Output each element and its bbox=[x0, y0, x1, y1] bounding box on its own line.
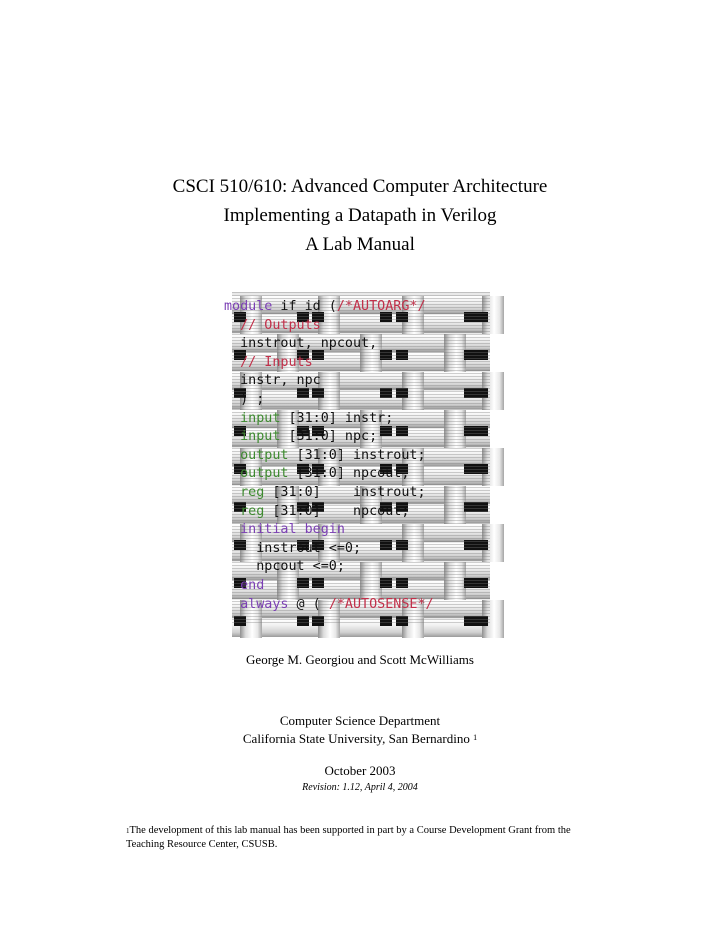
code-line bbox=[224, 503, 482, 522]
revision: Revision: 1.12, April 4, 2004 bbox=[302, 782, 418, 793]
code-token: // Inputs bbox=[240, 354, 313, 370]
code-token: output bbox=[240, 447, 289, 463]
code-token: instrout, npcout, bbox=[224, 336, 378, 352]
code-token: instrout <=0; bbox=[224, 540, 362, 556]
code-token bbox=[224, 597, 240, 612]
weave-gap bbox=[476, 616, 488, 626]
code-line bbox=[224, 298, 482, 317]
title-block bbox=[0, 172, 720, 259]
code-token: end bbox=[240, 577, 265, 593]
code-line bbox=[224, 558, 482, 577]
affiliation bbox=[0, 712, 720, 748]
code-token: @ ( bbox=[288, 596, 329, 612]
code-token: [31:0] instrout; bbox=[288, 447, 426, 463]
code-token bbox=[224, 411, 240, 426]
date-block bbox=[0, 762, 720, 796]
weave-gap bbox=[297, 616, 309, 626]
title-line-1: CSCI 510/610: Advanced Computer Architecture bbox=[172, 176, 548, 197]
code-line bbox=[224, 465, 482, 484]
code-token: [31:0] instr; bbox=[280, 410, 394, 426]
code-token bbox=[224, 578, 240, 593]
weave-gap bbox=[312, 616, 324, 626]
code-token: [31:0] instrout; bbox=[264, 484, 426, 500]
weave-gap bbox=[234, 616, 246, 626]
code-line bbox=[224, 410, 482, 429]
weave-streak bbox=[232, 295, 490, 296]
weave-gap bbox=[380, 616, 392, 626]
code-line bbox=[224, 577, 482, 596]
footnote-mark: 1 bbox=[126, 827, 130, 835]
code-token: /*AUTOARG*/ bbox=[336, 299, 426, 314]
weave-gap bbox=[464, 616, 476, 626]
department: Computer Science Department bbox=[279, 713, 441, 728]
code-line bbox=[224, 372, 482, 391]
code-token: module bbox=[224, 299, 273, 314]
code-token: reg bbox=[240, 484, 265, 500]
code-line bbox=[224, 317, 482, 336]
weave-gap bbox=[396, 616, 408, 626]
code-token bbox=[224, 318, 240, 333]
weave-streak bbox=[232, 622, 490, 623]
code-token: input bbox=[240, 410, 281, 426]
weave-streak bbox=[232, 616, 490, 617]
code-line bbox=[224, 354, 482, 373]
code-token bbox=[224, 355, 240, 370]
university: California State University, San Bernardino bbox=[242, 731, 470, 746]
code-token: [31:0] npcout; bbox=[288, 466, 410, 482]
title-line-3: A Lab Manual bbox=[305, 234, 415, 255]
code-token: initial begin bbox=[240, 522, 345, 538]
code-token: input bbox=[240, 429, 281, 445]
verilog-code-listing bbox=[224, 298, 482, 614]
code-token: // Outputs bbox=[240, 317, 321, 333]
footnote bbox=[126, 824, 606, 852]
code-token bbox=[224, 522, 240, 537]
code-token bbox=[224, 429, 240, 444]
weave-streak bbox=[232, 619, 490, 620]
code-token: [31:0] npcout; bbox=[264, 503, 410, 519]
woven-code-figure bbox=[224, 292, 490, 624]
weave-streak bbox=[232, 292, 490, 293]
code-token: always bbox=[240, 596, 289, 612]
code-line bbox=[224, 521, 482, 540]
code-token: [31:0] npc; bbox=[280, 429, 378, 445]
code-line bbox=[224, 596, 482, 615]
date: October 2003 bbox=[324, 763, 396, 778]
code-token: if_id ( bbox=[272, 299, 337, 314]
footnote-text: The development of this lab manual has been supported in part by a Course Development Grant from the Teaching Resource Center, CSUSB. bbox=[126, 825, 571, 850]
code-token: output bbox=[240, 466, 289, 482]
footnote-reference: 1 bbox=[473, 733, 478, 742]
code-token: ) ; bbox=[224, 391, 265, 407]
title-line-2: Implementing a Datapath in Verilog bbox=[223, 205, 497, 226]
code-token: reg bbox=[240, 503, 265, 519]
code-line bbox=[224, 447, 482, 466]
code-token bbox=[224, 504, 240, 519]
code-token bbox=[224, 466, 240, 481]
university-line bbox=[0, 730, 720, 748]
code-token bbox=[224, 485, 240, 500]
code-token: /*AUTOSENSE*/ bbox=[328, 596, 434, 612]
code-line bbox=[224, 335, 482, 354]
code-line bbox=[224, 428, 482, 447]
code-token bbox=[224, 448, 240, 463]
code-line bbox=[224, 540, 482, 559]
code-token: instr, npc bbox=[224, 373, 321, 389]
code-line bbox=[224, 391, 482, 410]
authors: George M. Georgiou and Scott McWilliams bbox=[246, 652, 474, 667]
code-line bbox=[224, 484, 482, 503]
code-token: npcout <=0; bbox=[224, 559, 345, 575]
